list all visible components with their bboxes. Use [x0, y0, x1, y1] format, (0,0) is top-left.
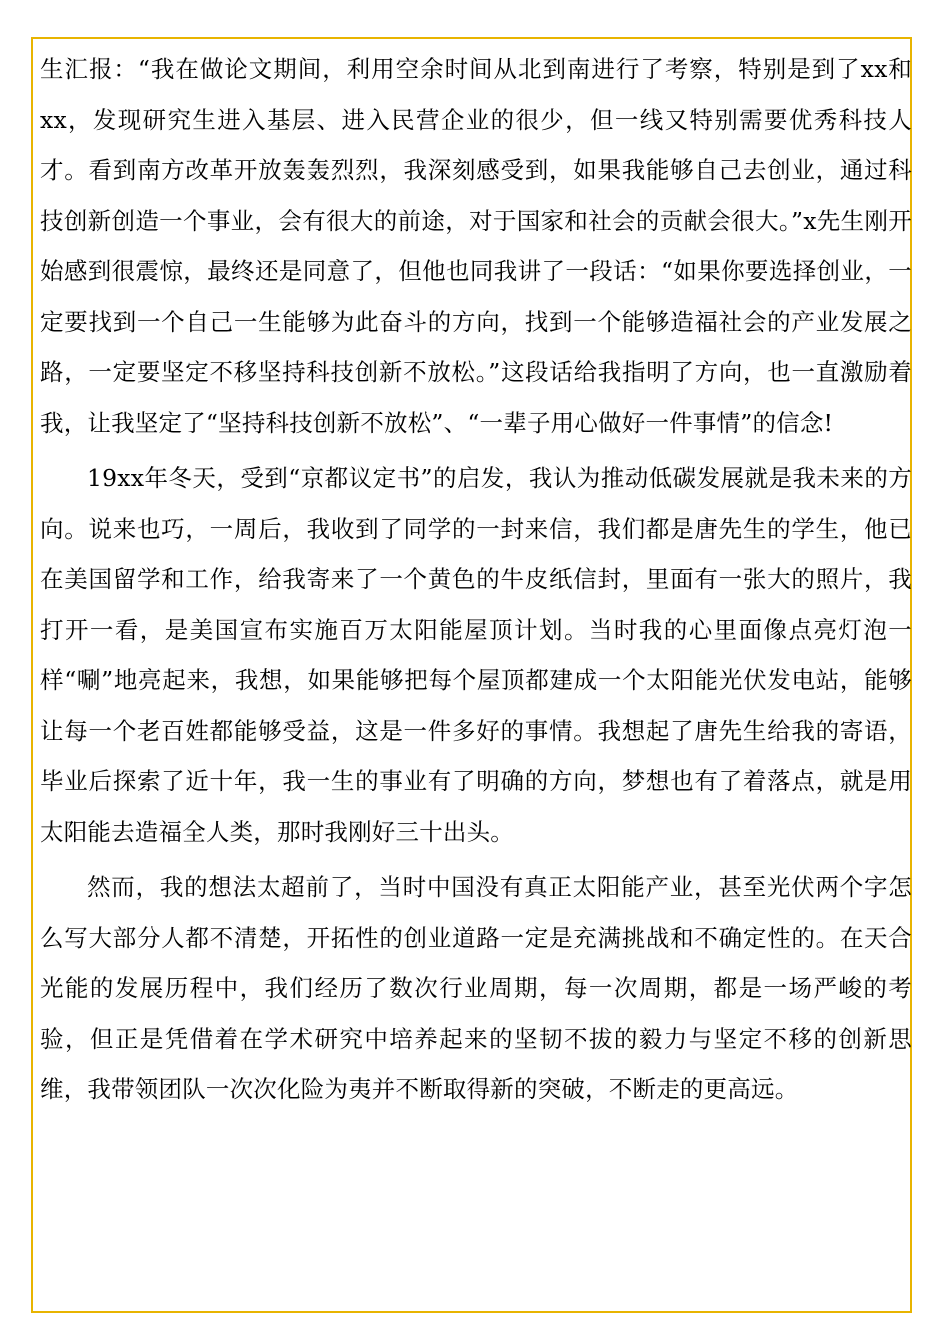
document-body	[40, 44, 912, 1115]
paragraph-entrepreneurship-challenges: 然而，我的想法太超前了，当时中国没有真正太阳能产业，甚至光伏两个字怎么写大部分人都不清楚，开拓性的创业道路一定是充满挑战和不确定性的。在天合光能的发展历程中，我们经历了数次行业周期，每一次周期，都是一场严峻的考验，但正是凭借着在学术研究中培养起来的坚韧不拔的毅力与坚定不移的创新思维，我带领团队一次次化险为夷并不断取得新的突破，不断走的更高远。	[40, 873, 912, 1103]
paragraph-continuation: 生汇报：“我在做论文期间，利用空余时间从北到南进行了考察，特别是到了xx和xx，发现研究生进入基层、进入民营企业的很少，但一线又特别需要优秀科技人才。看到南方改革开放轰轰烈烈，我深刻感受到，如果我能够自己去创业，通过科技创新创造一个事业，会有很大的前途，对于国家和社会的贡献会很大。”x先生刚开始感到很震惊，最终还是同意了，但他也同我讲了一段话：“如果你要选择创业，一定要找到一个自己一生能够为此奋斗的方向，找到一个能够造福社会的产业发展之路，一定要坚定不移坚持科技创新不放松。”这段话给我指明了方向，也一直激励着我，让我坚定了“坚持科技创新不放松”、“一辈子用心做好一件事情”的信念!	[40, 55, 912, 437]
paragraph-kyoto-protocol: 19xx年冬天，受到“京都议定书”的启发，我认为推动低碳发展就是我未来的方向。说来也巧，一周后，我收到了同学的一封来信，我们都是唐先生的学生，他已在美国留学和工作，给我寄来了一个黄色的牛皮纸信封，里面有一张大的照片，我打开一看，是美国宣布实施百万太阳能屋顶计划。当时我的心里面像点亮灯泡一样“唰”地亮起来，我想，如果能够把每个屋顶都建成一个太阳能光伏发电站，能够让每一个老百姓都能够受益，这是一件多好的事情。我想起了唐先生给我的寄语，毕业后探索了近十年，我一生的事业有了明确的方向，梦想也有了着落点，就是用太阳能去造福全人类，那时我刚好三十出头。	[40, 464, 912, 846]
